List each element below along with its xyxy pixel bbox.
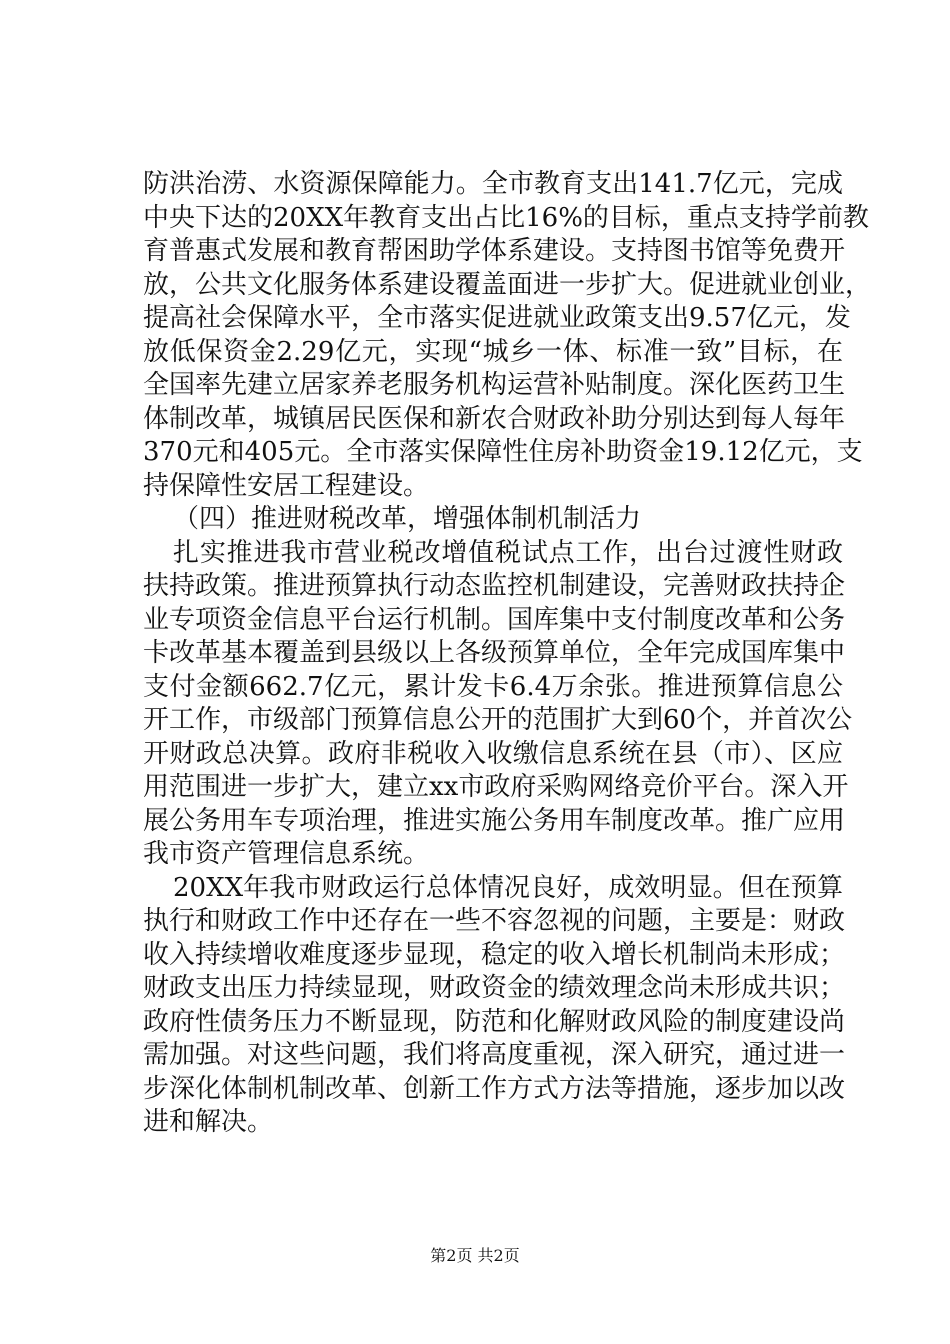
text-line: 放低保资金2.29亿元，实现“城乡一体、标准一致”目标，在	[143, 336, 843, 367]
text-line: 财政支出压力持续显现，财政资金的绩效理念尚未形成共识；	[143, 973, 846, 1003]
page-number-footer: 第2页 共2页	[430, 1246, 520, 1265]
text-line: 我市资产管理信息系统。	[143, 839, 430, 869]
text-line: 持保障性安居工程建设。	[143, 470, 430, 501]
text-line: 用范围进一步扩大，建立xx市政府采购网络竞价平台。深入开	[143, 772, 849, 802]
text-line: 扶持政策。推进预算执行动态监控机制建设，完善财政扶持企	[143, 571, 846, 601]
text-line: 业专项资金信息平台运行机制。国库集中支付制度改革和公务	[143, 604, 846, 635]
text-line: 步深化体制机制改革、创新工作方式方法等措施，逐步加以改	[143, 1073, 846, 1104]
text-line: 370元和405元。全市落实保障性住房补助资金19.12亿元，支	[143, 437, 863, 467]
paragraph-p3	[143, 872, 846, 1140]
text-line: 提高社会保障水平，全市落实促进就业政策支出9.57亿元，发	[143, 303, 851, 333]
text-line: 全国率先建立居家养老服务机构运营补贴制度。深化医药卫生	[143, 370, 846, 400]
text-line: 开工作，市级部门预算信息公开的范围扩大到60个，并首次公	[143, 705, 853, 735]
text-line: 防洪治涝、水资源保障能力。全市教育支出141.7亿元，完成	[143, 169, 843, 199]
document-body	[143, 168, 872, 1140]
text-line: 卡改革基本覆盖到县级以上各级预算单位，全年完成国库集中	[143, 638, 846, 668]
text-line: 执行和财政工作中还存在一些不容忽视的问题，主要是：财政	[143, 906, 846, 936]
text-line: 扎实推进我市营业税改增值税试点工作，出台过渡性财政	[173, 537, 843, 568]
text-line: 开财政总决算。政府非税收入收缴信息系统在县（市）、区应	[143, 738, 843, 769]
text-line: 育普惠式发展和教育帮困助学体系建设。支持图书馆等免费开	[143, 236, 846, 266]
paragraph-p2	[143, 537, 853, 872]
text-line: 中央下达的20XX年教育支出占比16%的目标，重点支持学前教	[143, 202, 869, 233]
text-line: 20XX年我市财政运行总体情况良好，成效明显。但在预算	[173, 872, 843, 903]
paragraph-p1	[143, 168, 872, 503]
text-line: 进和解决。	[143, 1107, 274, 1137]
text-line: 收入持续增收难度逐步显现，稳定的收入增长机制尚未形成；	[143, 939, 846, 970]
text-line: 政府性债务压力不断显现，防范和化解财政风险的制度建设尚	[143, 1006, 846, 1037]
section-heading: （四）推进财税改革，增强体制机制活力	[173, 504, 642, 534]
text-line: 放，公共文化服务体系建设覆盖面进一步扩大。促进就业创业，	[143, 269, 872, 300]
text-line: 需加强。对这些问题，我们将高度重视，深入研究，通过进一	[143, 1040, 846, 1070]
text-line: 体制改革，城镇居民医保和新农合财政补助分别达到每人每年	[143, 403, 846, 434]
text-line: 展公务用车专项治理，推进实施公务用车制度改革。推广应用	[143, 805, 846, 836]
text-line: 支付金额662.7亿元，累计发卡6.4万余张。推进预算信息公	[143, 671, 843, 702]
